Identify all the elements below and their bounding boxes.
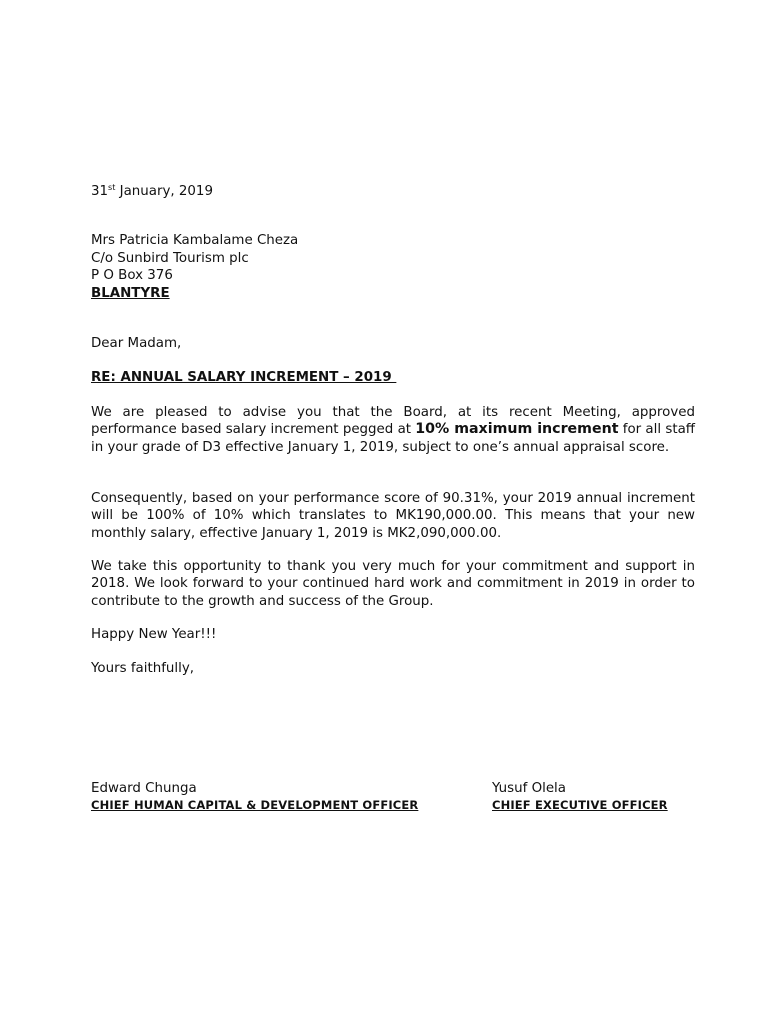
subject-line: RE: ANNUAL SALARY INCREMENT – 2019 — [91, 370, 397, 385]
date-suffix: st — [108, 183, 116, 192]
paragraph-3: We take this opportunity to thank you very much for your commitment and support in 2018. We look forward to your continued hard work and commitment in 2019 in order to contribute to the growth and success of the Group. — [91, 559, 695, 609]
recipient-name: Mrs Patricia Kambalame Cheza — [91, 233, 299, 248]
paragraph-2: Consequently, based on your performance score of 90.31%, your 2019 annual increment will be 100% of 10% which translates to MK190,000.00. This means that your new monthly salary, effective January 1, 2019 is MK2,090,000.00. — [91, 491, 695, 541]
recipient-company: C/o Sunbird Tourism plc — [91, 250, 249, 266]
paragraph-1-text-b: for all staff in your grade of D3 effective January 1, 2019, subject to one’s annual appraisal score. — [91, 422, 696, 455]
recipient-city: BLANTYRE — [91, 285, 170, 301]
recipient-po-box: P O Box 376 — [91, 268, 173, 283]
sign-off: Yours faithfully, — [91, 661, 195, 676]
signatory-right-title: CHIEF EXECUTIVE OFFICER — [492, 798, 668, 812]
letter-date — [91, 179, 213, 200]
paragraph-1-text-a: We are pleased to advise you that the Board, at its recent Meeting, approved performance based salary increment pegged at — [91, 405, 695, 438]
signatory-right — [492, 780, 668, 814]
date-month-year: January, 2019 — [115, 184, 213, 199]
signatory-left-title: CHIEF HUMAN CAPITAL & DEVELOPMENT OFFICER — [91, 798, 419, 812]
closing-greeting: Happy New Year!!! — [91, 627, 217, 642]
signatory-left-name: Edward Chunga — [91, 781, 197, 796]
signatory-right-name: Yusuf Olela — [492, 781, 566, 796]
paragraph-1-bold: 10% maximum increment — [415, 421, 619, 438]
signatory-left — [91, 780, 418, 814]
salutation: Dear Madam, — [91, 336, 182, 351]
paragraph-1 — [91, 404, 695, 456]
recipient-address — [91, 232, 298, 302]
date-day: 31 — [91, 184, 109, 199]
